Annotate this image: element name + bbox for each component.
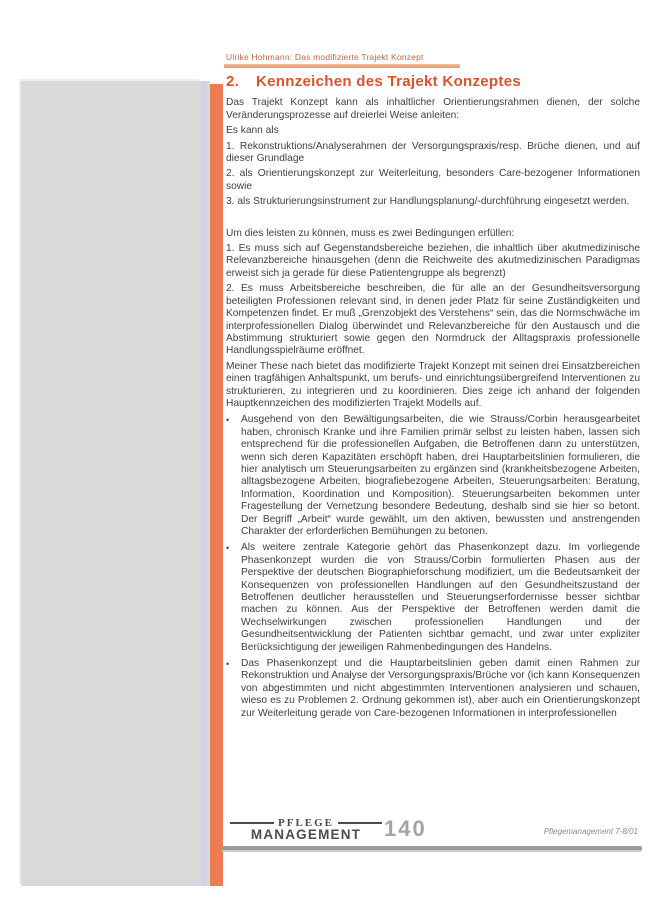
numbered-item: 3. als Strukturierungsinstrument zur Handlungsplanung/-durchführung eingesetzt werden. (226, 196, 630, 208)
bullet-item (226, 658, 640, 720)
condition-item: 1. Es muss sich auf Gegenstandsbereiche beziehen, die inhaltlich über akutmedizinische Relevanzbereiche hinausgehen (denn die Reichweite des akutmedizinischen Paradigmas erweist sich ja gerade für diese Patientengruppe als begrenzt) (226, 243, 640, 279)
issue-label: Pflegemanagement 7-8/01 (543, 827, 638, 836)
article-content (226, 73, 640, 724)
section-title-text: Kennzeichen des Trajekt Konzeptes (256, 73, 521, 90)
logo-rule-right (338, 822, 382, 824)
journal-logo-pflege: PFLEGE (278, 817, 335, 829)
bullet-icon: • (226, 659, 230, 670)
footer-rule (222, 846, 642, 852)
running-head: Ulrike Hohmann: Das modifizierte Trajekt Konzept (226, 52, 424, 62)
bullet-item (226, 542, 640, 654)
paragraph-intro: Das Trajekt Konzept kann als inhaltlicher Orientierungsrahmen dienen, der solche Veränderungsprozesse auf dreierlei Weise anleiten: (226, 97, 640, 121)
numbered-item: 1. Rekonstruktions/Analyserahmen der Versorgungspraxis/resp. Brüche dienen, und auf dieser Grundlage (226, 140, 640, 165)
logo-rule-left (230, 822, 274, 824)
section-title (226, 73, 640, 90)
numbered-item: 2. als Orientierungskonzept zur Weiterleitung, besonders Care-bezogener Informationen sowie (226, 168, 640, 192)
paragraph-leadin: Es kann als (226, 125, 279, 137)
journal-logo-management: MANAGEMENT (250, 827, 362, 842)
section-number: 2. (226, 73, 240, 90)
bullet-text: Ausgehend von den Bewältigungsarbeiten, die wie Strauss/Corbin herausgearbeitet haben, chronisch Kranke und ihre Familien primär selbst zu leisten haben, lassen sich entsprechend für die professionellen Aufgaben, die Betroffenen dann zu unterstützen, wenn sich deren Kapazitäten erschöpft haben, drei Hauptarbeitslinien formulieren, die hier analytisch um Steuerungsarbeiten zu ergänzen sind (krankheitsbezogene Arbeiten, alltagsbezogene Arbeiten, biografiebezogene Arbeiten, Steuerungsarbeiten: Beratung, Information, Koordination und Komposition). Steuerungsarbeiten bekommen unter Fragestellung der Vernetzung besondere Bedeutung, deshalb sind sie hier so betont. Der Begriff „Arbeit“ wurde gewählt, um den aktiven, bewussten und anstrengenden Charakter der erforderlichen Bemühungen zu betonen. (241, 414, 640, 537)
bullet-text: Als weitere zentrale Kategorie gehört das Phasenkonzept dazu. Im vorliegende Phasenkonzept wurden die von Strauss/Corbin formulierten Phasen aus der Perspektive der deutschen Biographieforschung modifiziert, um die Bedeutsamkeit der Konsequenzen von professionellen Handlungen auf den Gesundheitszustand der Betroffenen deutlicher herausstellen und Steuerungserfordernisse besser sichtbar machen zu können. Aus der Perspektive der Betroffenen werden damit die Wechselwirkungen zwischen professionellen Handlungen und der Gesundheitsentwicklung der Patienten sichtbar gemacht, und zwar unter expliziter Berücksichtigung der jeweiligen Rahmenbedingungen des Handelns. (241, 542, 640, 653)
bullet-list (226, 414, 640, 720)
page-number: 140 (384, 816, 427, 841)
bullet-text: Das Phasenkonzept und die Hauptarbeitslinien geben damit einen Rahmen zur Rekonstruktion und Analyse der Versorgungspraxis/Brüche vor (ich kann Konsequenzen von abgestimmten und nicht abgestimmten Interventionen analysieren und schauen, wieso es zu Problemen 2. Ordnung gekommen ist), aber auch ein Orientierungskonzept zur Weiterleitung gerade von Care-bezogenen Informationen in interprofessionellen (241, 658, 640, 719)
conditions-intro: Um dies leisten zu können, muss es zwei Bedingungen erfüllen: (226, 227, 515, 239)
bullet-icon: • (226, 543, 230, 554)
paragraph-gap (226, 212, 640, 228)
bullet-icon: • (226, 415, 230, 426)
journal-logo (230, 817, 382, 842)
condition-item: 2. Es muss Arbeitsbereiche beschreiben, die für alle an der Gesundheitsversorgung beteiligten Professionen relevant sind, in denen jeder Platz für seine Zuständigkeiten und Kompetenzen findet. Er muß „Grenzobjekt des Verstehens“ sein, das die Normschwäche im interprofessionellen Dialog überwindet und Relevanzbereiche für den Austausch und die Abstimmung strukturiert sowie gegen den Normdruck der Alltagspraxis professionelle Handlungsspielräume eröffnet. (226, 283, 640, 357)
sidebar-gray-panel (21, 81, 201, 886)
orange-sidebar-bar (210, 84, 223, 886)
bullet-item (226, 414, 640, 538)
paragraph-thesis: Meiner These nach bietet das modifizierte Trajekt Konzept mit seinen drei Einsatzbereichen einen tragfähigen Anhaltspunkt, um berufs- und einrichtungsübergreifend Interventionen zu strukturieren, zu integrieren und zu koordinieren. Dies zeige ich anhand der folgenden Hauptkennzeichen des modifizierten Trajekt Modells auf. (226, 360, 640, 409)
running-head-underline (224, 64, 460, 68)
page-footer (226, 815, 640, 860)
